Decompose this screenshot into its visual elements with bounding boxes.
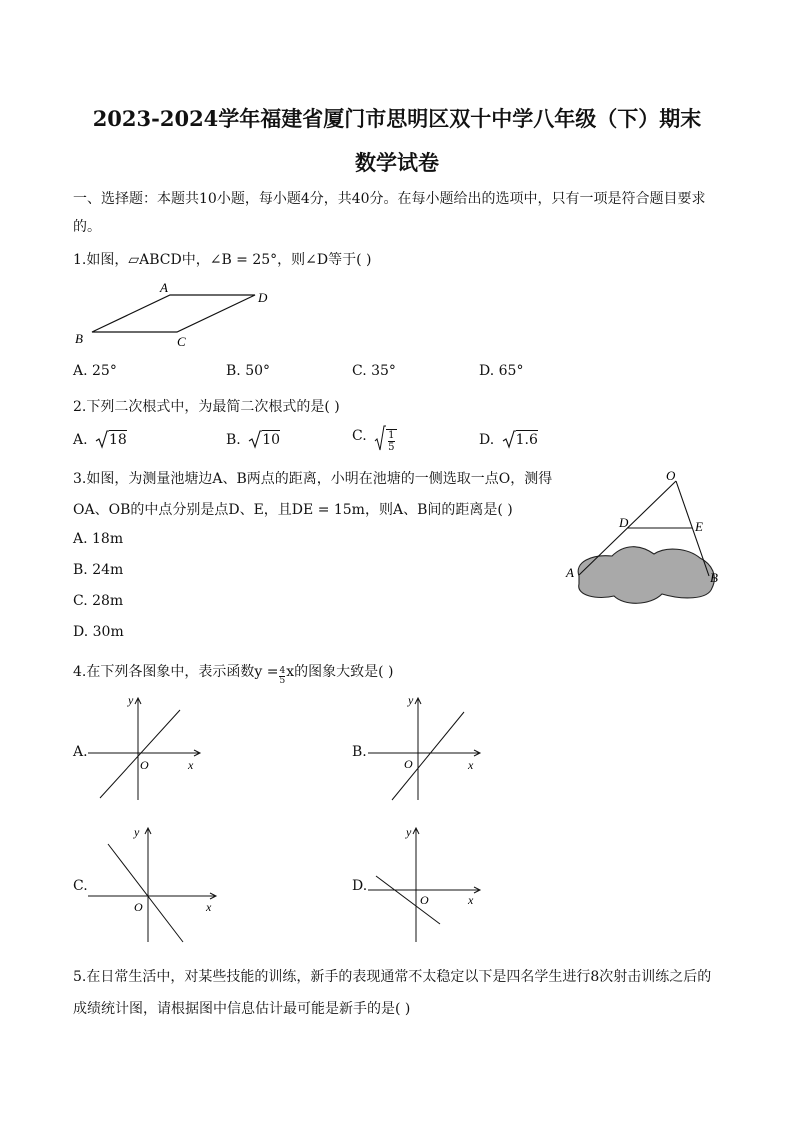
svg-text:y: y	[134, 825, 140, 839]
svg-text:y: y	[128, 693, 134, 707]
svg-text:y: y	[406, 825, 412, 839]
q4-graph-d	[368, 822, 488, 944]
q2-option-a: A. 18	[73, 429, 127, 449]
q3-stem-line2: OA、OB的中点分别是点D、E，且DE = 15m，则A、B间的距离是( )	[73, 502, 513, 518]
q2-stem: 2.下列二次根式中，为最简二次根式的是( )	[73, 399, 340, 415]
q3-label-d: D	[619, 515, 629, 530]
pond-shape	[578, 547, 714, 604]
q4-graph-b	[368, 690, 488, 802]
radical-sign-icon	[502, 429, 516, 449]
q2-option-b: B. 10	[226, 429, 280, 449]
q4-option-c: C.	[73, 878, 88, 894]
svg-text:O: O	[134, 900, 143, 914]
q1-option-b: B. 50°	[226, 363, 271, 379]
q5-stem-line1: 5.在日常生活中，对某些技能的训练，新手的表现通常不太稳定以下是四名学生进行8次射击训练之后的	[73, 969, 712, 985]
q1-option-c: C. 35°	[352, 363, 396, 379]
q1-label-b: B	[75, 331, 83, 346]
svg-text:x: x	[206, 900, 212, 914]
page-title: 2023-2024学年福建省厦门市思明区双十中学八年级（下）期末	[92, 106, 702, 131]
q1-stem: 1.如图，▱ABCD中，∠B = 25°，则∠D等于( )	[73, 252, 372, 268]
parallelogram-shape	[92, 295, 255, 332]
radical-sign-icon	[95, 429, 109, 449]
q4-stem: 4.在下列各图象中，表示函数y = $\frac{4}{5}$ x的图象大致是( )	[73, 664, 394, 686]
q1-label-c: C	[177, 334, 186, 349]
q1-parallelogram-figure	[70, 278, 280, 350]
q3-label-o: O	[666, 468, 676, 483]
section-intro-line2: 的。	[73, 219, 101, 235]
q3-option-a: A. 18m	[73, 531, 124, 547]
q2-option-c: C. $\frac{1}{5}$	[352, 424, 397, 453]
page-subtitle: 数学试卷	[355, 150, 439, 175]
q3-label-b: B	[710, 570, 718, 585]
q2-option-d: D. 1.6	[479, 429, 538, 449]
q3-label-e: E	[695, 519, 703, 534]
svg-text:x: x	[188, 758, 194, 772]
q2-option-c-fraction: $\frac{1}{5}$	[388, 430, 395, 453]
q3-stem-line1: 3.如图，为测量池塘边A、B两点的距离，小明在池塘的一侧选取一点O，测得	[73, 471, 553, 487]
radical-sign-icon	[248, 429, 262, 449]
q3-option-c: C. 28m	[73, 593, 124, 609]
q3-pond-figure	[562, 466, 732, 611]
svg-text:O: O	[404, 757, 413, 771]
q3-option-b: B. 24m	[73, 562, 124, 578]
svg-text:y: y	[408, 693, 414, 707]
q4-graph-c	[88, 822, 223, 944]
q3-label-a: A	[566, 565, 574, 580]
svg-text:O: O	[420, 893, 429, 907]
q4-option-b: B.	[352, 744, 367, 760]
q4-option-a: A.	[73, 744, 88, 760]
svg-text:x: x	[468, 758, 474, 772]
q4-graph-a	[88, 690, 208, 802]
q1-option-d: D. 65°	[479, 363, 524, 379]
q4-option-d: D.	[352, 878, 368, 894]
svg-text:O: O	[140, 758, 149, 772]
q3-option-d: D. 30m	[73, 624, 124, 640]
radical-sign-icon	[374, 424, 386, 452]
q1-label-a: A	[160, 280, 168, 295]
q5-stem-line2: 成绩统计图，请根据图中信息估计最可能是新手的是( )	[73, 1001, 411, 1017]
section-intro-line1: 一、选择题：本题共10小题，每小题4分，共40分。在每小题给出的选项中，只有一项是符合题目要求	[73, 191, 706, 207]
q1-label-d: D	[258, 290, 268, 305]
q1-option-a: A. 25°	[73, 363, 117, 379]
svg-text:x: x	[468, 893, 474, 907]
q4-fraction: $\frac{4}{5}$	[279, 666, 286, 686]
